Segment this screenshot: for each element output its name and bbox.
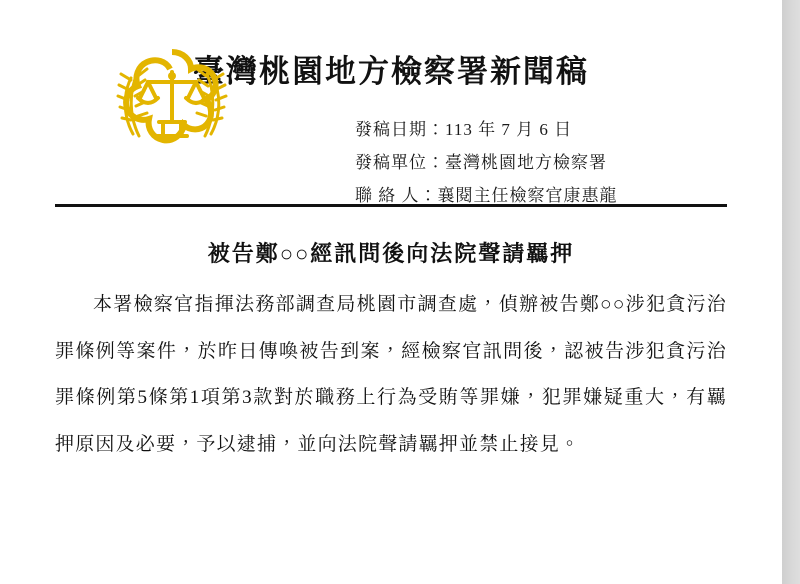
page-edge-shadow <box>782 0 800 584</box>
meta-row-unit <box>355 146 727 179</box>
meta-label-contact: 聯 絡 人： <box>355 186 438 206</box>
meta-value-date: 113 年 7 月 6 日 <box>445 120 573 139</box>
meta-value-contact: 襄閱主任檢察官康惠龍 <box>437 186 618 206</box>
prosecutors-office-emblem-icon <box>107 36 237 166</box>
page-title: 臺灣桃園地方檢察署新聞稿 <box>193 54 589 89</box>
meta-label-date: 發稿日期： <box>355 120 445 139</box>
meta-row-date <box>355 113 727 146</box>
meta-label-unit: 發稿單位： <box>355 153 445 173</box>
document-header <box>55 0 727 206</box>
meta-row-contact <box>355 179 727 212</box>
meta-value-unit: 臺灣桃園地方檢察署 <box>445 153 607 173</box>
press-release-paragraph: 本署檢察官指揮法務部調查局桃園市調查處，偵辦被告鄭○○涉犯貪污治罪條例等案件，於昨日傳喚被告到案，經檢察官訊問後，認被告涉犯貪污治罪條例第5條第1項第3款對於職務上行為受賄等罪嫌，犯罪嫌疑重大，有羈押原因及必要，予以逮捕，並向法院聲請羈押並禁止接見。 <box>55 294 727 455</box>
press-release-subject: 被告鄭○○經訊問後向法院聲請羈押 <box>207 241 575 266</box>
